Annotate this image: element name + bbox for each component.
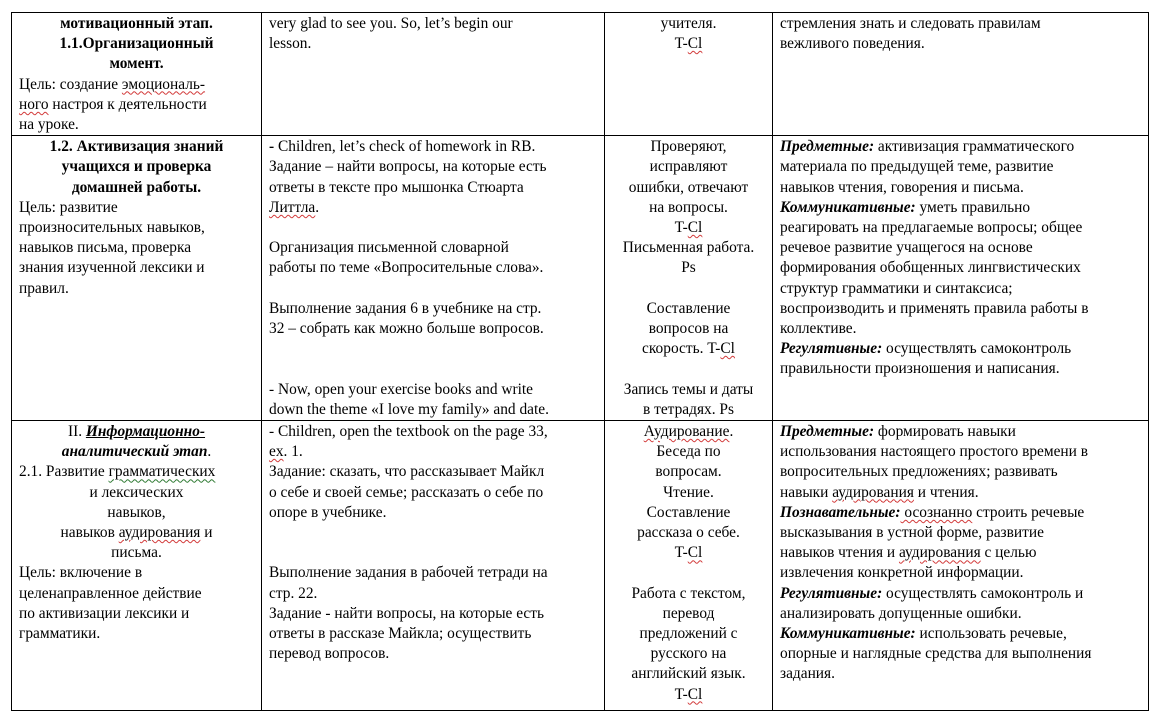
- teacher-text: стр. 22.: [269, 584, 318, 602]
- result-text: анализировать допущенные ошибки.: [780, 604, 1022, 622]
- student-text: [612, 34, 765, 54]
- student-text-part: Cl: [687, 35, 703, 53]
- stage-heading: момент.: [109, 55, 164, 73]
- result-text: [780, 198, 1141, 218]
- result-cell: [773, 136, 1149, 421]
- teacher-text: 32 – собрать как можно больше вопросов.: [269, 320, 544, 338]
- result-text-part: аудирования: [898, 544, 981, 562]
- teacher-activity-cell: [262, 421, 605, 711]
- goal-text: грамматики.: [19, 625, 101, 643]
- student-text: на вопросы.: [649, 198, 728, 216]
- student-text: ошибки, отвечают: [628, 178, 749, 196]
- result-text: [780, 137, 1141, 157]
- stage-heading-part: .: [207, 443, 212, 461]
- goal-text-part: аудирования: [118, 524, 201, 542]
- goal-text-part: ного: [19, 95, 49, 113]
- teacher-text-part: найти вопросы, на которые есть: [334, 604, 545, 622]
- student-text-part: T-: [674, 544, 688, 562]
- result-text: использования настоящего простого времени в: [780, 443, 1089, 461]
- goal-text-part: 2.1. Развитие: [19, 463, 109, 481]
- result-text-part: с целью: [980, 544, 1037, 562]
- result-text: [780, 503, 1141, 523]
- table-row-activation: [12, 136, 1149, 421]
- teacher-activity-cell: [262, 136, 605, 421]
- student-text: [612, 685, 765, 705]
- stage-heading: 1.2. Активизация знаний: [49, 138, 224, 156]
- goal-text: письма.: [111, 544, 162, 562]
- result-text: структур грамматики и синтаксиса;: [780, 279, 1013, 297]
- teacher-text: Задание – найти вопросы, на которые есть: [269, 158, 547, 176]
- student-text: в тетрадях. Ps: [643, 400, 734, 418]
- stage-heading: 1.1.Организационный: [59, 35, 214, 53]
- teacher-text: Выполнение задания в рабочей тетради на: [269, 564, 548, 582]
- teacher-text: опоре в учебнике.: [269, 503, 387, 521]
- goal-text-part: навыков: [60, 524, 119, 542]
- student-text: предложений с: [639, 625, 738, 643]
- student-text: Ps: [681, 259, 696, 277]
- stage-heading-part: II.: [67, 423, 86, 441]
- teacher-text-part: .: [315, 198, 320, 216]
- teacher-text: ответы в рассказе Майкла; осуществить: [269, 625, 532, 643]
- student-text-part: Cl: [687, 219, 703, 237]
- result-text-part: осуществлять самоконтроль и: [882, 584, 1084, 602]
- result-cell: [773, 13, 1149, 136]
- goal-text: [19, 523, 254, 543]
- goal-text: произносительных навыков,: [19, 219, 205, 237]
- goal-text: Цель: включение в: [19, 564, 143, 582]
- result-text: [780, 543, 1141, 563]
- result-label: Коммуникативные:: [780, 625, 916, 643]
- teacher-text: down the theme «I love my family» and date.: [269, 400, 549, 418]
- result-text: стремления знать и следовать правилам: [780, 15, 1041, 32]
- result-text-part: и чтения.: [913, 483, 979, 501]
- teacher-text-part: ex: [269, 443, 284, 461]
- teacher-text: very glad to see you. So, let’s begin our: [269, 15, 513, 32]
- goal-text: Цель: развитие: [19, 198, 118, 216]
- lesson-plan-table: [11, 12, 1149, 711]
- stage-heading: [19, 422, 254, 442]
- teacher-text: [269, 442, 597, 462]
- result-cell: [773, 421, 1149, 711]
- result-text-part: активизация грамматического: [874, 138, 1075, 156]
- result-text: реагировать на предлагаемые вопросы; общее: [780, 219, 1083, 237]
- result-text-part: аудирования: [832, 483, 914, 501]
- goal-text: навыков,: [107, 503, 166, 521]
- goal-text-part: и: [200, 524, 213, 542]
- goal-text-part: Цель: создание: [19, 75, 122, 93]
- student-text: Письменная работа.: [622, 239, 755, 257]
- teacher-text: lesson.: [269, 35, 312, 53]
- teacher-text: перевод вопросов.: [269, 645, 390, 663]
- goal-text-part: грамматических: [108, 463, 216, 481]
- teacher-text: о себе и своей семье; рассказать о себе по: [269, 483, 544, 501]
- goal-text: и лексических: [89, 483, 184, 501]
- result-text: [780, 624, 1141, 644]
- student-text: Чтение.: [663, 483, 714, 501]
- goal-text: [19, 95, 254, 115]
- stage-heading: [19, 442, 254, 462]
- student-text-part: .: [729, 423, 734, 441]
- student-text-part: T-: [674, 685, 688, 703]
- teacher-text: - Now, open your exercise books and write: [269, 380, 533, 398]
- result-label: Предметные:: [780, 138, 875, 156]
- result-text-part: использовать речевые,: [915, 625, 1067, 643]
- result-text: воспроизводить и применять правила работы в: [780, 299, 1089, 317]
- teacher-text: ответы в тексте про мышонка Стюарта: [269, 178, 524, 196]
- student-text: Беседа по: [656, 443, 721, 461]
- goal-text: [19, 75, 254, 95]
- result-text: речевое развитие учащегося на основе: [780, 239, 1033, 257]
- student-text: Составление: [646, 503, 731, 521]
- goal-text: правил.: [19, 279, 69, 297]
- student-text: рассказа о себе.: [637, 524, 740, 542]
- stage-cell: [12, 421, 262, 711]
- table-row-motivation: [12, 13, 1149, 136]
- student-text: исправляют: [649, 158, 728, 176]
- goal-text-part: настроя к деятельности: [48, 95, 207, 113]
- stage-heading: мотивационный этап.: [60, 15, 213, 32]
- student-text: [612, 218, 765, 238]
- student-text: Составление: [646, 299, 731, 317]
- teacher-text: [269, 604, 597, 624]
- student-text: Работа с текстом,: [631, 584, 746, 602]
- result-label: Коммуникативные:: [780, 198, 916, 216]
- result-label: Познавательные:: [780, 503, 901, 521]
- goal-text: знания изученной лексики и: [19, 259, 205, 277]
- result-text-part: навыков чтения и: [780, 544, 899, 562]
- goal-text: на уроке.: [19, 116, 79, 134]
- goal-text: [19, 462, 254, 482]
- teacher-text-part: Задание -: [269, 604, 335, 622]
- result-text-part: осуществлять самоконтроль: [882, 340, 1072, 358]
- student-text: русского на: [650, 645, 727, 663]
- stage-heading: домашней работы.: [71, 178, 202, 196]
- result-text-part: осознанно: [900, 503, 973, 521]
- teacher-text-part: -: [269, 138, 278, 156]
- teacher-text: Организация письменной словарной: [269, 239, 509, 257]
- teacher-activity-cell: [262, 13, 605, 136]
- student-text-part: Аудирование: [643, 423, 730, 441]
- student-activity-cell: [605, 421, 773, 711]
- student-text: Запись темы и даты: [623, 380, 754, 398]
- result-text-part: навыки: [780, 483, 833, 501]
- result-text: материала по предыдущей теме, развитие: [780, 158, 1054, 176]
- student-text-part: Cl: [720, 340, 735, 358]
- goal-text: по активизации лексики и: [19, 604, 190, 622]
- result-text: формирования обобщенных лингвистических: [780, 259, 1081, 277]
- student-text: вопросов на: [648, 320, 729, 338]
- goal-text: целенаправленное действие: [19, 584, 202, 602]
- stage-cell: [12, 136, 262, 421]
- teacher-text: [269, 198, 597, 218]
- student-activity-cell: [605, 136, 773, 421]
- result-text: [780, 422, 1141, 442]
- student-text: [612, 339, 765, 359]
- result-label: Предметные:: [780, 423, 875, 441]
- stage-cell: [12, 13, 262, 136]
- student-text: [612, 422, 765, 442]
- student-text-part: T-: [674, 219, 688, 237]
- goal-text: навыков письма, проверка: [19, 239, 192, 257]
- teacher-text: [269, 137, 597, 157]
- result-text-part: формировать навыки: [874, 423, 1016, 441]
- teacher-text: Выполнение задания 6 в учебнике на стр.: [269, 299, 542, 317]
- result-text: вежливого поведения.: [780, 35, 925, 53]
- teacher-text-part: Литтла: [269, 198, 316, 216]
- result-text-part: уметь правильно: [915, 198, 1031, 216]
- result-text: [780, 584, 1141, 604]
- teacher-text-part: Children, let’s check of homework in RB.: [277, 138, 536, 156]
- goal-text-part: эмоциональ-: [121, 75, 206, 93]
- teacher-text: Задание: сказать, что рассказывает Майкл: [269, 463, 545, 481]
- student-text: перевод: [662, 604, 715, 622]
- result-label: Регулятивные:: [780, 340, 883, 358]
- result-text: высказывания в устной форме, развитие: [780, 524, 1044, 542]
- result-text: навыков чтения, говорения и письма.: [780, 178, 1024, 196]
- student-text-part: Cl: [687, 544, 703, 562]
- student-text: Проверяют,: [650, 138, 727, 156]
- student-text: учителя.: [660, 15, 717, 32]
- result-label: Регулятивные:: [780, 584, 883, 602]
- result-text: извлечения конкретной информации.: [780, 564, 1024, 582]
- student-text: английский язык.: [631, 665, 746, 683]
- teacher-text-part: . 1.: [283, 443, 303, 461]
- result-text: [780, 483, 1141, 503]
- student-text-part: T-: [674, 35, 688, 53]
- teacher-text: - Children, open the textbook on the page 33,: [269, 423, 548, 441]
- stage-heading: учащихся и проверка: [61, 158, 212, 176]
- result-text: коллективе.: [780, 320, 857, 338]
- result-text: задания.: [780, 665, 835, 683]
- result-text: [780, 339, 1141, 359]
- result-text: вопросительных предложениях; развивать: [780, 463, 1058, 481]
- result-text-part: строить речевые: [972, 503, 1085, 521]
- student-text: [612, 543, 765, 563]
- teacher-text: работы по теме «Вопросительные слова».: [269, 259, 544, 277]
- student-text-part: Cl: [687, 685, 703, 703]
- student-text: вопросам.: [655, 463, 722, 481]
- result-text: опорные и наглядные средства для выполнения: [780, 645, 1092, 663]
- student-text-part: скорость. T-: [642, 340, 721, 358]
- stage-heading-part: Информационно-: [85, 423, 206, 441]
- table-row-information: [12, 421, 1149, 711]
- result-text: правильности произношения и написания.: [780, 360, 1060, 378]
- stage-heading-part: аналитический этап: [61, 443, 208, 461]
- student-activity-cell: [605, 13, 773, 136]
